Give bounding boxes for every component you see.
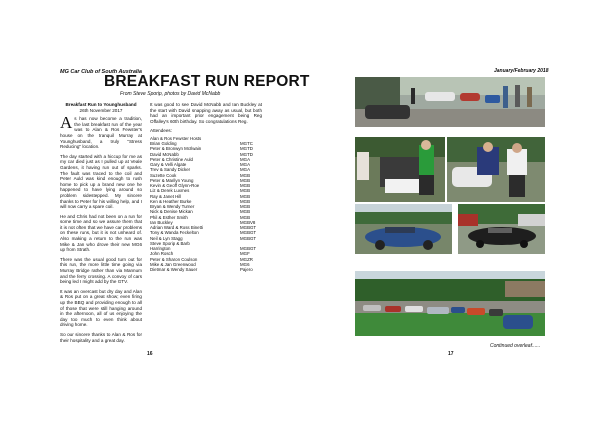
attendee-name: Liz & Derek Luxmes: [150, 188, 190, 194]
attendee-name: Ian Buckley: [150, 219, 173, 225]
attendee-name: Mike & Jan Greenwood: [150, 261, 196, 267]
attendees-list: [150, 136, 262, 273]
attendee-name: Ken & Heather Burke: [150, 198, 192, 204]
paragraph-5: It was an overcast but dry day and Alan & Ros put on a great show; even firing up the BBQ and providing enough to all of those that were still hanging around in the afternoon, all of us enjoying the day too much to even think about driving home.: [60, 288, 142, 328]
attendee-name: John Rosch: [150, 251, 174, 257]
attendee-car: MGBGT: [240, 235, 257, 241]
paragraph-3: He and Chris had not been on a run for some time and so we assure them that it is not often that we have car problems on these runs, but it is not unheard of. Also making a return to the run was Mike & Jan who drove their new MG6 up from Strath.: [60, 213, 142, 253]
attendee-car: MGZR: [240, 256, 253, 262]
attendee-car: MGB: [240, 214, 251, 220]
attendee-car: MGF: [240, 251, 250, 257]
attendee-car: MGTD: [240, 146, 253, 152]
attendee-name: Tony & Wanda Feckelton: [150, 230, 199, 236]
attendee-name: Peter & Sharon Coulson: [150, 256, 198, 262]
page-title: BREAKFAST RUN REPORT: [104, 73, 310, 90]
attendee-car: MGBGT: [240, 230, 257, 236]
attendee-name: Nick & Denise Mickan: [150, 209, 193, 215]
page-number-left: 16: [147, 351, 153, 357]
attendee-car: MGB: [240, 188, 251, 194]
article-date: 26th November 2017: [79, 107, 123, 113]
attendee-name: Alan & Ros Fewster Hosts: [150, 135, 202, 141]
article-column-2: [150, 102, 262, 272]
attendee-name: Neil & Lyn Stagg: [150, 235, 183, 241]
attendee-car: MGB: [240, 198, 251, 204]
attendee-car: MGB: [240, 177, 251, 183]
continued-note: Continued overleaf......: [490, 343, 541, 349]
photo-gathering-cars: [355, 77, 545, 127]
paragraph-2: The day started with a hiccup for me as my car died just as I pulled up at Veale Gardens, it having run out of sparks. The fault was traced to the coil and Peter Auld was kind enough to rush home to pick up a brand new one he happened to have lying around so problem sidestepped. My sincere thanks to Peter for his willing help, and I will now carry a spare coil.: [60, 153, 142, 210]
attendee-name: Peter & Bronwyn McIlwain: [150, 146, 202, 152]
attendee-name: Brian Golding: [150, 141, 177, 147]
attendee-name: Bryan & Wendy Turner: [150, 204, 195, 210]
photo-parked-cars-lawn: [355, 271, 545, 336]
attendee-name: Steve Sporip & Barb: [150, 240, 190, 246]
attendee-car: MG6: [240, 261, 250, 267]
attendee-name: Dietmar & Wendy Sauer: [150, 267, 198, 273]
photo-engine-bay: [355, 137, 445, 202]
byline: From Steve Sporip, photos by David McNabb: [120, 91, 221, 97]
attendee-car: MGTD: [240, 151, 253, 157]
attendee-name: Phil & Esther Smith: [150, 214, 188, 220]
attendee-car: MGB: [240, 193, 251, 199]
paragraph-1: As has now become a tradition, the last breakfast run of the year was to Alan & Ros Fewster's house on the tranquil Murray at Younghusband, a truly "Stress Reducing" location.: [60, 113, 142, 150]
attendee-name: Peter & Christine Auld: [150, 156, 193, 162]
attendee-car: MGBGT: [240, 246, 257, 252]
attendee-car: MGA: [240, 167, 251, 173]
paragraph-6: So our sincere thanks to Alan & Ros for their hospitality and a great day.: [60, 331, 142, 343]
attendee-car: MGBV8: [240, 219, 256, 225]
issue-date: January/February 2018: [494, 68, 549, 74]
attendee-car: MGA: [240, 156, 251, 162]
attendee-car: Pajero: [240, 267, 253, 273]
club-name: MG Car Club of South Australia: [60, 69, 142, 75]
photo-blue-mga: [355, 204, 452, 254]
attendee-car: MGB: [240, 204, 251, 210]
attendee-car: MGB: [240, 183, 251, 189]
attendee-car: MGA: [240, 162, 251, 168]
attendee-car: MGB: [240, 172, 251, 178]
attendee-car: MGB: [240, 209, 251, 215]
paragraph-7: It was good to see David McNabb and Ian Buckley at the start with David snapping away as usual, but both had an important prior engagement being Reg Offalley's 60th birthday. So congratulations Reg.: [150, 102, 262, 124]
attendee-name: Trev & Sandy Dicker: [150, 167, 191, 173]
attendee-name: Kevin & Geoff Glynn-Roe: [150, 183, 200, 189]
photo-inspecting-car: [447, 137, 545, 202]
attendee-name: David McNabb: [150, 151, 179, 157]
article-column-1: [60, 102, 142, 347]
drop-cap: A: [60, 113, 73, 133]
attendee-name: Peter & Marilyn Young: [150, 177, 194, 183]
attendee-name: Ray & Janet Hill: [150, 193, 182, 199]
attendee-row: [150, 267, 262, 272]
attendee-name: Harrington: [150, 246, 171, 252]
attendee-car: MGBGT: [240, 225, 257, 231]
attendee-car: MGTC: [240, 141, 253, 147]
photo-black-mgb: [458, 204, 545, 254]
attendee-name: Gary & Velli Algate: [150, 162, 187, 168]
paragraph-4: There was the usual good turn out for this run, the more little time going via Murray Bridge rather than via Mannum and the ferry crossing. A convoy of cars being led I might add by the GTV.: [60, 256, 142, 285]
attendees-label: Attendees:: [150, 128, 172, 134]
page-number-right: 17: [448, 351, 454, 357]
article-heading: Breakfast Run to Younghusband: [65, 102, 137, 107]
attendee-name: Suzette Cook: [150, 172, 177, 178]
attendee-name: Adrian Ward & Ross Binetti: [150, 225, 204, 231]
